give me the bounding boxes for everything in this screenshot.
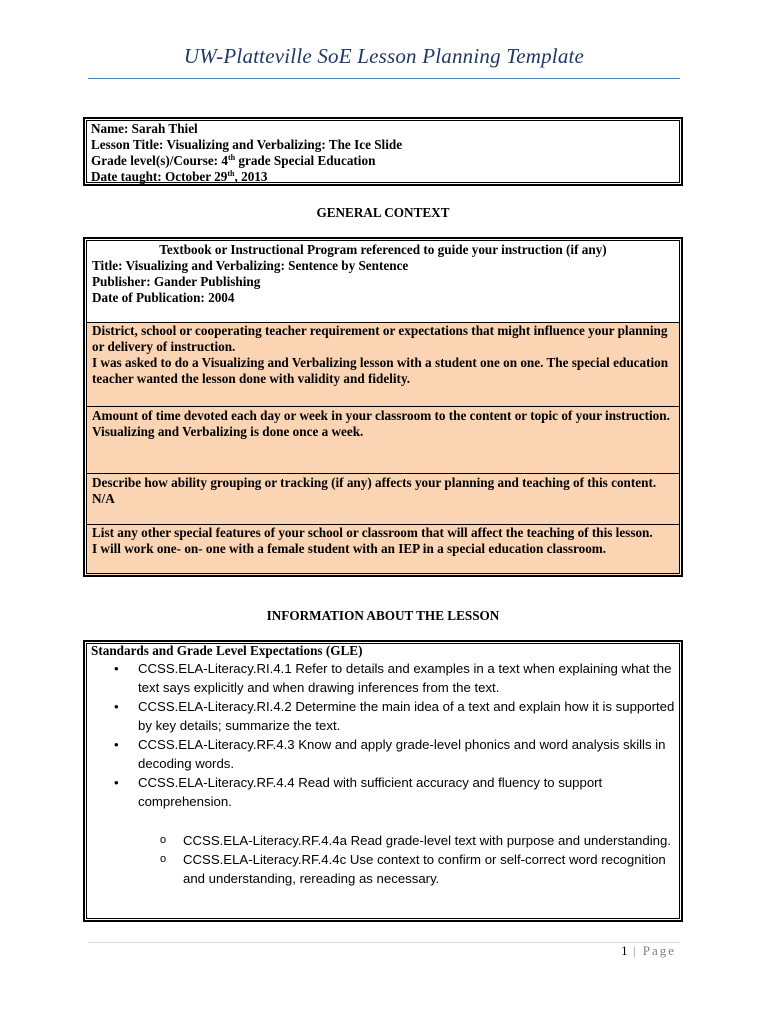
textbook-question: Textbook or Instructional Program referenced to guide your instruction (if any) xyxy=(159,242,607,257)
time-answer: Visualizing and Verbalizing is done once a week. xyxy=(92,424,364,439)
sub-standard-item: o CCSS.ELA-Literacy.RF.4.4c Use context to confirm or self-correct word recognition and understanding, rereading as necessary. xyxy=(160,852,666,886)
page-number: 1 xyxy=(621,943,628,958)
textbook-date: Date of Publication: 2004 xyxy=(92,290,235,305)
special-features-answer: I will work one- on- one with a female student with an IEP in a special education classroom. xyxy=(92,541,607,556)
page-footer xyxy=(621,943,676,959)
standard-item: • CCSS.ELA-Literacy.RF.4.3 Know and apply grade-level phonics and word analysis skills in decoding words. xyxy=(114,737,666,771)
standards-box xyxy=(83,640,683,922)
time-question: Amount of time devoted each day or week in your classroom to the content or topic of your instruction. xyxy=(92,408,670,423)
document-title: UW-Platteville SoE Lesson Planning Template xyxy=(183,44,585,68)
textbook-title: Title: Visualizing and Verbalizing: Sentence by Sentence xyxy=(92,258,409,273)
requirements-answer: I was asked to do a Visualizing and Verbalizing lesson with a student one on one. The special education teacher wanted the lesson done with validity and fidelity. xyxy=(92,355,669,386)
grouping-cell xyxy=(87,474,679,525)
page-header xyxy=(88,44,680,79)
circle-bullet-icon: o xyxy=(160,834,167,846)
lesson-info-box xyxy=(83,117,683,186)
general-context-table xyxy=(83,237,683,577)
special-features-cell xyxy=(87,525,679,575)
requirements-question: District, school or cooperating teacher requirement or expectations that might influence your planning or delivery of instruction. xyxy=(92,323,668,354)
teacher-name: Name: Sarah Thiel xyxy=(91,121,198,136)
standard-item: • CCSS.ELA-Literacy.RF.4.4 Read with sufficient accuracy and fluency to support comprehension. xyxy=(114,775,603,809)
grouping-answer: N/A xyxy=(92,491,115,506)
standard-item: • CCSS.ELA-Literacy.RI.4.1 Refer to details and examples in a text when explaining what the text says explicitly and when drawing inferences from the text. xyxy=(114,661,672,695)
bullet-icon: • xyxy=(114,737,119,752)
general-context-heading: GENERAL CONTEXT xyxy=(316,205,450,220)
page-label: Page xyxy=(642,943,676,958)
date-taught: Date taught: October 29th, 2013 xyxy=(91,169,268,184)
bullet-icon: • xyxy=(114,661,119,676)
standards-heading: Standards and Grade Level Expectations (GLE) xyxy=(91,643,363,658)
grouping-question: Describe how ability grouping or tracking (if any) affects your planning and teaching of this content. xyxy=(92,475,657,490)
footer-separator: | xyxy=(627,943,643,958)
lesson-info-heading: INFORMATION ABOUT THE LESSON xyxy=(266,608,500,623)
textbook-cell xyxy=(87,241,679,323)
footer-rule xyxy=(88,942,680,943)
sub-standards-list xyxy=(91,831,675,888)
circle-bullet-icon: o xyxy=(160,853,167,865)
requirements-cell xyxy=(87,323,679,407)
standards-list xyxy=(91,659,675,811)
special-features-question: List any other special features of your school or classroom that will affect the teaching of this lesson. xyxy=(92,525,653,540)
bullet-icon: • xyxy=(114,775,119,790)
time-cell xyxy=(87,407,679,474)
bullet-icon: • xyxy=(114,699,119,714)
standard-item: • CCSS.ELA-Literacy.RI.4.2 Determine the main idea of a text and explain how it is supported by key details; summarize the text. xyxy=(114,699,675,733)
textbook-publisher: Publisher: Gander Publishing xyxy=(92,274,261,289)
sub-standard-item: o CCSS.ELA-Literacy.RF.4.4a Read grade-level text with purpose and understanding. xyxy=(160,833,671,848)
grade-level: Grade level(s)/Course: 4th grade Special Education xyxy=(91,153,376,168)
lesson-title: Lesson Title: Visualizing and Verbalizing: The Ice Slide xyxy=(91,137,403,152)
